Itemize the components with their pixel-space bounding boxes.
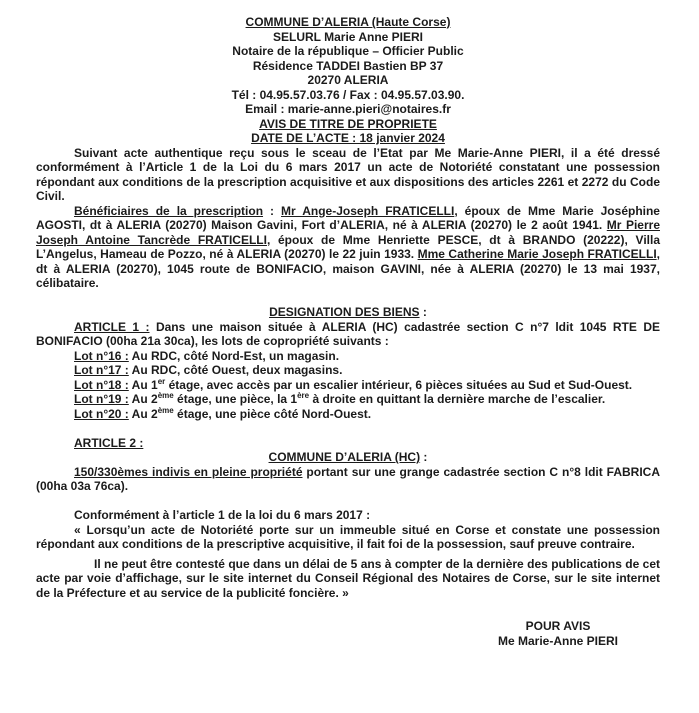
law-quote-paragraph-2: Il ne peut être contesté que dans un délai de 5 ans à compter de la dernière des publications de cet acte par voie d’affichage, sur le site internet du Conseil Régional des Notaires de Corse, sur le site internet de la Préfecture et au service de la publicité foncière. » (36, 556, 660, 600)
commune-title: COMMUNE D’ALERIA (Haute Corse) (245, 15, 451, 29)
article2-paragraph: 150/330èmes indivis en pleine propriété portant sur une grange cadastrée section C n°8 ldit FABRICA (00ha 03a 76ca). (36, 464, 660, 493)
lot-17-line: Lot n°17 : Au RDC, côté Ouest, deux magasins. (74, 363, 343, 377)
signature-block (498, 619, 618, 648)
intro-paragraph: Suivant acte authentique reçu sous le sceau de l’Etat par Me Marie-Anne PIERI, il a été dressé conformément à l’Article 1 de la Loi du 6 mars 2017 un acte de Notoriété constatant une possession répondant aux conditions de la prescription acquisitive et aux dispositions des articles 2261 et 2272 du Code Civil. (36, 145, 660, 203)
spacer (36, 421, 660, 436)
email-line: Email : marie-anne.pieri@notaires.fr (245, 102, 451, 116)
spacer (36, 291, 660, 306)
notice-title: AVIS DE TITRE DE PROPRIETE (259, 116, 437, 131)
designation-heading-colon: : (419, 305, 427, 319)
office-address: Résidence TADDEI Bastien BP 37 (252, 58, 444, 73)
lot-16-line: Lot n°16 : Au RDC, côté Nord-Est, un magasin. (74, 348, 340, 363)
designation-heading (36, 305, 660, 320)
conformement-line: Conformément à l’article 1 de la loi du 6 mars 2017 : (74, 508, 371, 522)
beneficiaries-paragraph: Bénéficiaires de la prescription : Mr Ange-Joseph FRATICELLI, époux de Mme Marie Joséphine AGOSTI, dt à ALERIA (20270) Maison Gavini, Fort d’ALERIA, né à ALERIA (20270) le 2 août 1941. Mr Pierre Joseph Antoine Tancrède FRATICELLI, époux de Mme Henriette PESCE, dt à BRANDO (20222), Villa L’Angelus, Hameau de Pozzo, né à ALERIA (20270) le 22 juin 1933. Mme Catherine Marie Joseph FRATICELLI, dt à ALERIA (20270), 1045 route de BONIFACIO, maison GAVINI, née à ALERIA (20270) le 13 mai 1937, célibataire. (36, 203, 661, 290)
phone-fax-line: Tél : 04.95.57.03.76 / Fax : 04.95.57.03.90. (231, 87, 465, 102)
law-quote-paragraph-1: « Lorsqu’un acte de Notoriété porte sur un immeuble situé en Corse et constate une possession répondant aux conditions de la prescriptive acquisitive, il fait foi de la possession, sauf preuve contraire. (36, 522, 660, 551)
article2-label: ARTICLE 2 : (74, 435, 144, 450)
pour-avis-line: POUR AVIS (525, 619, 591, 633)
commune-hc-heading (36, 450, 660, 465)
signatory-name: Me Marie-Anne PIERI (497, 633, 618, 648)
document-header (36, 15, 660, 146)
firm-name: SELURL Marie Anne PIERI (272, 29, 424, 44)
lot-19-line: Lot n°19 : Au 2ème étage, une pièce, la 1ère à droite en quittant la dernière marche de l’escalier. (74, 391, 606, 406)
commune-hc-heading-colon: : (420, 450, 428, 464)
lot-18-line: Lot n°18 : Au 1er étage, avec accès par un escalier intérieur, 6 pièces situées au Sud et Sud-Ouest. (74, 376, 633, 392)
office-city: 20270 ALERIA (307, 73, 389, 87)
spacer (36, 494, 660, 509)
lot-20-line: Lot n°20 : Au 2ème étage, une pièce côté Nord-Ouest. (74, 405, 372, 421)
act-date-line: DATE DE L’ACTE : 18 janvier 2024 (251, 131, 445, 145)
notary-role: Notaire de la république – Officier Public (232, 44, 464, 58)
commune-hc-heading-text: COMMUNE D’ALERIA (HC) (268, 450, 421, 464)
designation-heading-text: DESIGNATION DES BIENS (269, 305, 420, 319)
article1-paragraph: ARTICLE 1 : Dans une maison située à ALERIA (HC) cadastrée section C n°7 ldit 1045 RTE DE BONIFACIO (00ha 21a 30ca), les lots de copropriété suivants : (36, 319, 660, 348)
